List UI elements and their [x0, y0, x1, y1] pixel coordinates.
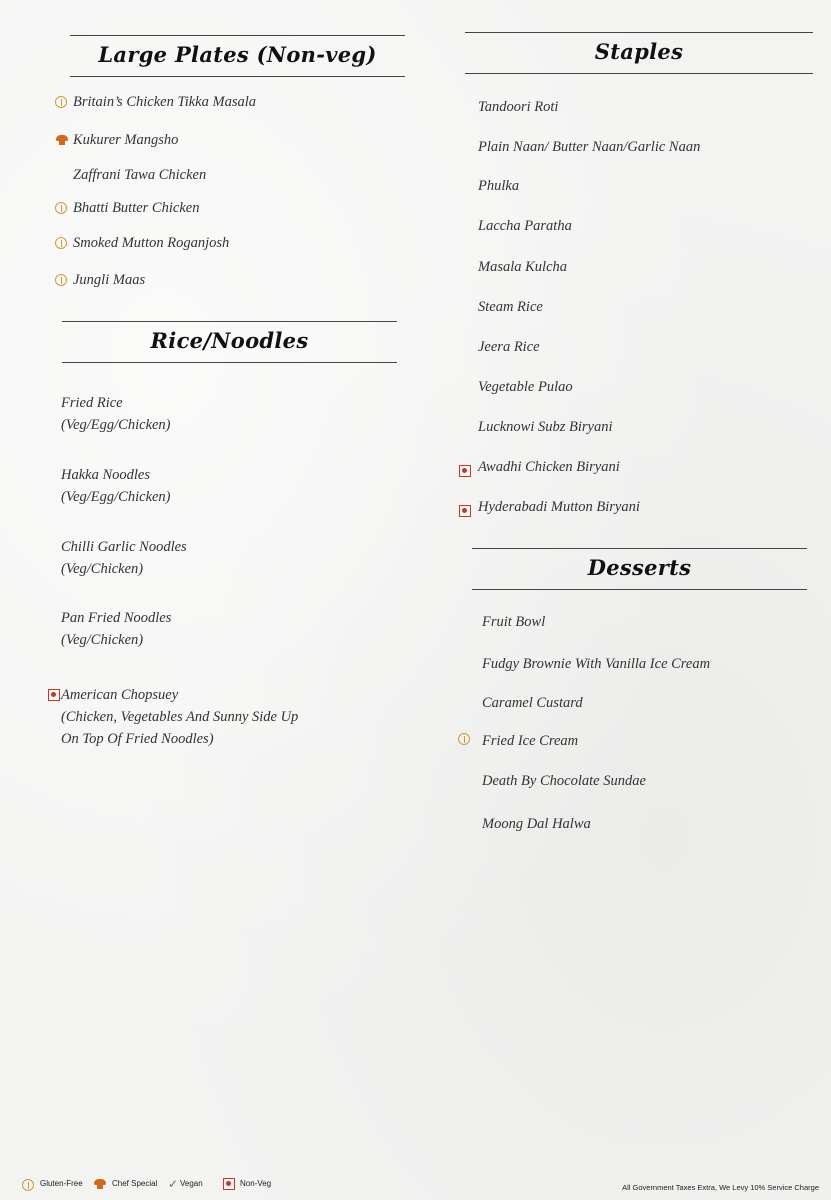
menu-item: Laccha Paratha: [478, 218, 572, 234]
staples-title: Staples: [594, 39, 684, 64]
desserts-header: [472, 548, 807, 590]
desserts-title: Desserts: [587, 555, 692, 580]
menu-item: Plain Naan/ Butter Naan/Garlic Naan: [478, 139, 701, 155]
desserts-section: [472, 548, 807, 590]
large-plates-header: [70, 35, 405, 77]
menu-item-detail: On Top Of Fried Noodles): [61, 731, 214, 747]
non-veg-icon: [48, 689, 60, 701]
non-veg-icon: [223, 1178, 235, 1190]
gluten-free-icon: [55, 202, 67, 214]
menu-item: Steam Rice: [478, 299, 543, 315]
menu-item-detail: (Chicken, Vegetables And Sunny Side Up: [61, 709, 299, 725]
legend-chef-special: Chef Special: [112, 1179, 158, 1188]
rice-noodles-title: Rice/Noodles: [150, 328, 309, 353]
menu-item: Zaffrani Tawa Chicken: [73, 167, 207, 183]
menu-item: Fried Rice: [61, 395, 123, 411]
gluten-free-icon: [55, 274, 67, 286]
menu-item: American Chopsuey: [61, 687, 179, 703]
large-plates-title: Large Plates (Non-veg): [98, 42, 377, 67]
menu-item: Tandoori Roti: [478, 99, 559, 115]
menu-item: Chilli Garlic Noodles: [61, 539, 187, 555]
gluten-free-icon: [55, 96, 67, 108]
menu-item-detail: (Veg/Chicken): [61, 561, 144, 577]
staples-header: [465, 32, 813, 74]
menu-item: Vegetable Pulao: [478, 379, 573, 395]
menu-item: Hyderabadi Mutton Biryani: [478, 499, 640, 515]
menu-item: Awadhi Chicken Biryani: [478, 459, 620, 475]
legend-non-veg: Non-Veg: [240, 1179, 272, 1188]
non-veg-icon: [459, 465, 471, 477]
large-plates-section: [70, 35, 405, 77]
menu-item: Death By Chocolate Sundae: [482, 773, 646, 789]
rice-noodles-header: [62, 321, 397, 363]
menu-item: Hakka Noodles: [61, 467, 150, 483]
legend: [20, 1176, 320, 1194]
staples-section: [465, 32, 813, 74]
vegan-check-icon: ✓: [168, 1177, 179, 1191]
gluten-free-icon: [22, 1179, 34, 1191]
menu-item: Fruit Bowl: [482, 614, 546, 630]
menu-item-detail: (Veg/Egg/Chicken): [61, 417, 171, 433]
menu-item: Masala Kulcha: [478, 259, 568, 275]
legend-vegan: Vegan: [180, 1179, 203, 1188]
gluten-free-icon: [458, 733, 470, 745]
menu-item: Bhatti Butter Chicken: [73, 200, 200, 216]
menu-item: Lucknowi Subz Biryani: [478, 419, 613, 435]
gluten-free-icon: [55, 237, 67, 249]
menu-item: Caramel Custard: [482, 695, 583, 711]
chef-hat-icon: [56, 135, 68, 145]
menu-item: Fried Ice Cream: [482, 733, 579, 749]
service-charge-note: All Government Taxes Extra, We Levy 10% Service Charge: [622, 1183, 819, 1192]
menu-item: Britain’s Chicken Tikka Masala: [73, 94, 256, 110]
rice-noodles-section: [62, 321, 397, 363]
non-veg-icon: [459, 505, 471, 517]
menu-item: Phulka: [478, 178, 520, 194]
menu-item: Pan Fried Noodles: [61, 610, 172, 626]
menu-item: Jungli Maas: [73, 272, 146, 288]
menu-item: Jeera Rice: [478, 339, 540, 355]
chef-hat-icon: [94, 1179, 106, 1189]
menu-item: Smoked Mutton Roganjosh: [73, 235, 230, 251]
menu-item-detail: (Veg/Chicken): [61, 632, 144, 648]
menu-item: Kukurer Mangsho: [73, 132, 179, 148]
menu-item: Fudgy Brownie With Vanilla Ice Cream: [482, 656, 711, 672]
legend-gluten-free: Gluten-Free: [40, 1179, 83, 1188]
menu-item-detail: (Veg/Egg/Chicken): [61, 489, 171, 505]
menu-item: Moong Dal Halwa: [482, 816, 591, 832]
